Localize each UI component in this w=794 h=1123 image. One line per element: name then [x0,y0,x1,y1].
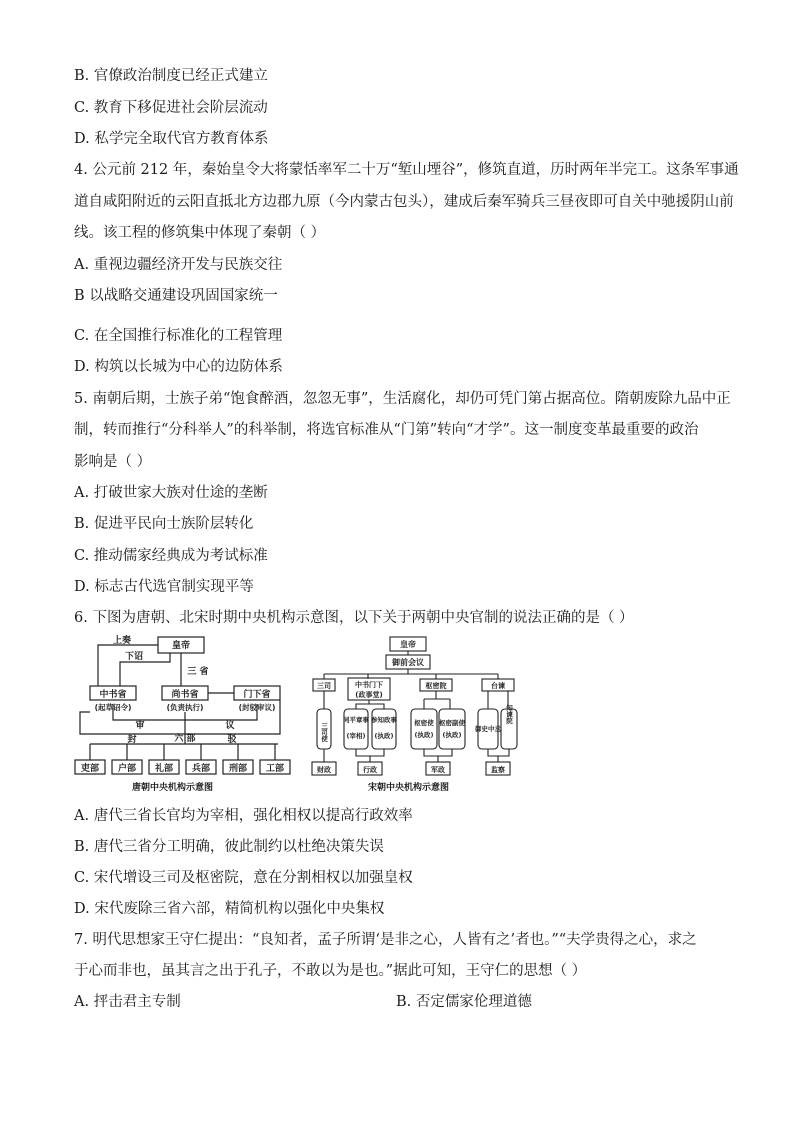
q6-option-b: B. 唐代三省分工明确，彼此制约以杜绝决策失误 [74,839,384,855]
q5-option-c: C. 推动儒家经典成为考试标准 [74,548,268,564]
tang-liubu: 六 部 [174,734,196,744]
song-diagram-caption: 宋朝中央机构示意图 [368,783,450,793]
q5-option-b: B. 促进平民向士族阶层转化 [74,516,254,532]
q5-stem-line1: 5. 南朝后期，士族子弟“饱食醉酒，忽忽无事”，生活腐化，却仍可凭门第占据高位。隋朝废除九品中正 [74,391,731,407]
tang-ministry: 刑部 [228,764,248,774]
song-zhongshu: 中书门下 [355,681,383,689]
tang-shangzou: 上奏 [112,636,132,646]
q3-option-d: D. 私学完全取代官方教育体系 [74,131,269,147]
song-emperor: 皇帝 [400,640,416,649]
song-tongping: 同平章事 [343,716,369,724]
song-shumifu-sub: (执政) [442,731,462,739]
song-shumishi: 枢密使 [414,719,434,727]
q4-option-b: B 以战略交通建设巩固国家统一 [74,288,278,304]
tang-feng: 封 [127,735,137,745]
q5-stem-line3: 影响是（ ） [74,454,152,470]
tang-zhongshu: 中书省 [99,690,127,700]
q4-stem-line3: 线。该工程的修筑集中体现了秦朝（ ） [74,225,326,241]
song-junzheng: 军政 [431,766,445,774]
q4-stem-line1: 4. 公元前 212 年，秦始皇令大将蒙恬率军二十万“堑山堙谷”，修筑直道，历时两年半完工。这条军事通 [74,162,739,178]
song-xingzheng: 行政 [363,766,377,774]
tang-shangshu-role: (负责执行) [166,703,204,712]
tang-ministry: 礼部 [154,764,174,774]
q6-stem: 6. 下图为唐朝、北宋时期中央机构示意图，以下关于两朝中央官制的说法正确的是（ ） [74,610,634,626]
tang-sansheng: 三 省 [187,667,209,677]
song-canzhi-sub: (执政) [374,732,394,740]
song-yushi: 御史中丞 [475,725,501,733]
q3-option-b: B. 官僚政治制度已经正式建立 [74,68,268,84]
song-council: 御前会议 [392,658,424,667]
q6-option-d: D. 宋代废除三省六部，精简机构以强化中央集权 [74,901,385,917]
q4-option-c: C. 在全国推行标准化的工程管理 [74,328,283,344]
tang-shangshu: 尚书省 [171,690,199,700]
tang-ministry: 户部 [117,764,137,774]
tang-menxia: 门下省 [243,690,271,700]
q5-stem-line2: 制，转而推行“分科举人”的科举制，将选官标准从“门第”转向“才学”。这一制度变革最重要的政治 [74,422,699,438]
song-zhongshu-sub: (政事堂) [355,691,383,699]
q4-stem-line2: 道自咸阳附近的云阳直抵北方边郡九原（今内蒙古包头），建成后秦军骑兵三昼夜即可自关中驰援阴山前 [74,194,734,210]
q5-option-d: D. 标志古代选官制实现平等 [74,579,254,595]
q4-option-d: D. 构筑以长城为中心的边防体系 [74,359,283,375]
q7-option-a: A. 抨击君主专制 [74,994,181,1010]
tang-xiazhao: 下诏 [124,652,144,662]
q6-option-a: A. 唐代三省长官均为宰相，强化相权以提高行政效率 [74,808,413,824]
song-jiancha: 监察 [491,766,505,774]
q4-option-a: A. 重视边疆经济开发与民族交往 [74,257,283,273]
song-shumi: 枢密院 [425,682,447,690]
song-sansi: 三司 [317,682,331,690]
q6-option-c: C. 宋代增设三司及枢密院，意在分割相权以加强皇权 [74,870,413,886]
song-structure-diagram [308,634,528,780]
tang-ministry: 吏部 [80,764,100,774]
song-tongping-sub: (宰相) [346,732,366,740]
q5-option-a: A. 打破世家大族对仕途的垄断 [74,485,268,501]
tang-emperor: 皇帝 [171,641,191,651]
q7-option-b: B. 否定儒家伦理道德 [396,994,532,1010]
tang-zhongshu-role: (起草诏令) [94,703,132,712]
song-canzhi: 参知政事 [371,716,397,724]
tang-shen: 审 [135,721,145,731]
tang-yi: 议 [225,721,235,731]
q3-option-c: C. 教育下移促进社会阶层流动 [74,100,268,116]
tang-bo: 驳 [227,735,237,745]
q7-stem-line1: 7. 明代思想家王守仁提出：“良知者，孟子所谓‘是非之心，人皆有之’者也。”“夫学贵得之心，求之 [74,932,697,948]
song-caizheng: 财政 [317,766,331,774]
song-shumifu: 枢密副使 [439,719,465,727]
song-shumishi-sub: (执政) [414,731,434,739]
tang-menxia-role: (封驳审议) [238,703,276,712]
song-sansi-shi: 三司使 [320,722,328,742]
tang-ministry: 工部 [265,764,285,774]
song-zhijian: 知谏院 [505,704,513,724]
song-taijian: 台谏 [491,682,505,690]
tang-ministry: 兵部 [191,764,211,774]
tang-structure-diagram [70,634,300,780]
tang-diagram-caption: 唐朝中央机构示意图 [132,783,214,793]
q7-stem-line2: 于心而非也，虽其言之出于孔子，不敢以为是也。”据此可知，王守仁的思想（ ） [74,963,587,979]
